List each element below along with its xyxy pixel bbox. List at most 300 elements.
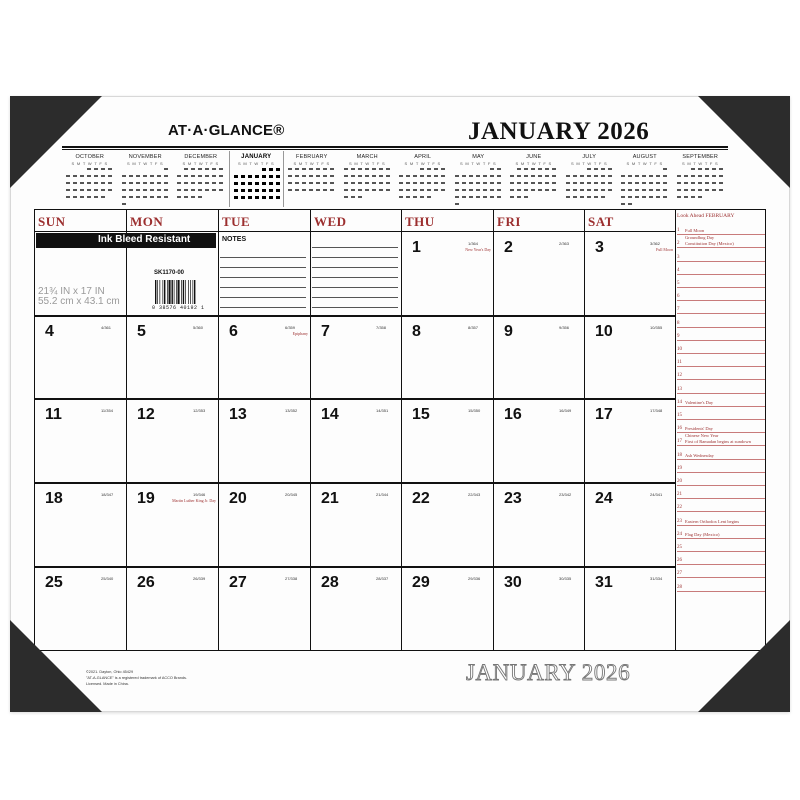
mini-calendar-day bbox=[262, 189, 266, 192]
mini-calendar-day bbox=[87, 189, 91, 191]
mini-calendar-day bbox=[656, 196, 660, 198]
mini-calendar-day bbox=[621, 189, 625, 191]
mini-calendar-day bbox=[379, 168, 383, 170]
mini-calendar-day bbox=[476, 189, 480, 191]
notes-line bbox=[220, 307, 306, 308]
mini-calendar-day bbox=[351, 189, 355, 191]
mini-calendar-day bbox=[406, 175, 410, 177]
lookahead-row bbox=[677, 235, 765, 248]
lookahead-row bbox=[677, 314, 765, 327]
mini-calendar-day bbox=[427, 196, 431, 198]
mini-calendar-week bbox=[398, 189, 448, 196]
lookahead-row bbox=[677, 222, 765, 235]
mini-calendar-day bbox=[531, 182, 535, 184]
mini-calendar-day bbox=[108, 175, 112, 177]
mini-calendar-day bbox=[365, 175, 369, 177]
mini-calendar-day bbox=[608, 175, 612, 177]
mini-calendar-day bbox=[587, 175, 591, 177]
mini-calendar-name: APRIL bbox=[414, 154, 432, 160]
mini-calendar-week bbox=[233, 189, 281, 196]
lookahead-row bbox=[677, 473, 765, 486]
barcode-bar bbox=[157, 280, 158, 304]
mini-calendar-week bbox=[343, 168, 393, 175]
date-number: 29 bbox=[412, 574, 430, 591]
mini-calendar-day bbox=[184, 182, 188, 184]
weekday-header-mon: MON bbox=[130, 214, 164, 229]
grid-header-divider bbox=[34, 231, 675, 232]
day-count: 15/350 bbox=[468, 408, 481, 413]
mini-calendar-day bbox=[323, 189, 327, 191]
mini-calendar-day bbox=[566, 189, 570, 191]
grid-column-divider bbox=[310, 209, 311, 651]
mini-calendar-day bbox=[635, 196, 639, 198]
mini-calendar-day bbox=[344, 168, 348, 170]
grid-row-divider bbox=[34, 482, 675, 484]
mini-calendar-day bbox=[594, 189, 598, 191]
mini-calendar-day bbox=[330, 189, 334, 191]
mini-calendar-week bbox=[676, 189, 726, 196]
mini-calendar-day bbox=[413, 189, 417, 191]
mini-calendar-day bbox=[136, 196, 140, 198]
mini-calendar-day bbox=[386, 168, 390, 170]
mini-calendar-day bbox=[241, 175, 245, 178]
barcode-bar bbox=[188, 280, 189, 304]
mini-calendar-day bbox=[490, 175, 494, 177]
lookahead-date: 27 bbox=[677, 571, 682, 577]
day-count: 19/346 bbox=[193, 492, 206, 497]
mini-calendar-day bbox=[621, 182, 625, 184]
mini-calendar-day bbox=[677, 182, 681, 184]
mini-calendar-day bbox=[269, 182, 273, 185]
day-count: 21/344 bbox=[376, 492, 389, 497]
mini-calendar-day bbox=[241, 196, 245, 199]
date-number: 20 bbox=[229, 490, 247, 507]
mini-calendar-week bbox=[509, 196, 559, 203]
mini-calendar-july bbox=[562, 151, 618, 207]
mini-calendar-day bbox=[248, 182, 252, 185]
mini-calendar-day bbox=[191, 175, 195, 177]
mini-calendar-february bbox=[284, 151, 340, 207]
lookahead-row bbox=[677, 288, 765, 301]
mini-calendar-day bbox=[628, 196, 632, 198]
mini-calendar-day bbox=[219, 168, 223, 170]
day-count: 25/340 bbox=[101, 576, 114, 581]
mini-calendar-day bbox=[219, 182, 223, 184]
mini-calendar-day bbox=[649, 182, 653, 184]
mini-calendar-day bbox=[205, 189, 209, 191]
date-number: 27 bbox=[229, 574, 247, 591]
mini-calendar-day bbox=[302, 182, 306, 184]
mini-calendar-day bbox=[379, 189, 383, 191]
mini-calendar-day bbox=[420, 168, 424, 170]
mini-calendar-day bbox=[122, 189, 126, 191]
mini-calendar-day bbox=[80, 196, 84, 198]
mini-calendar-week bbox=[233, 182, 281, 189]
mini-calendar-day bbox=[150, 189, 154, 191]
legal-line-1: ©2021. Dayton, Ohio 45429 bbox=[86, 670, 134, 674]
mini-calendar-day bbox=[510, 182, 514, 184]
mini-calendar-day bbox=[205, 168, 209, 170]
notes-line bbox=[312, 257, 398, 258]
mini-calendar-day bbox=[587, 168, 591, 170]
mini-calendar-day bbox=[295, 168, 299, 170]
mini-calendar-day bbox=[497, 168, 501, 170]
day-count: 13/352 bbox=[285, 408, 298, 413]
mini-calendar-day bbox=[164, 189, 168, 191]
mini-calendar-day bbox=[483, 196, 487, 198]
mini-calendar-day bbox=[143, 175, 147, 177]
date-number: 26 bbox=[137, 574, 155, 591]
mini-calendar-day bbox=[524, 196, 528, 198]
date-number: 21 bbox=[321, 490, 339, 507]
mini-calendar-week bbox=[398, 175, 448, 182]
mini-calendar-day bbox=[143, 189, 147, 191]
mini-calendar-day bbox=[212, 168, 216, 170]
mini-calendar-day bbox=[198, 168, 202, 170]
mini-calendar-day bbox=[184, 196, 188, 198]
lookahead-date: 1 bbox=[677, 228, 680, 234]
grid-column-divider bbox=[126, 209, 127, 651]
date-number: 9 bbox=[504, 323, 513, 340]
notes-line bbox=[312, 307, 398, 308]
lookahead-date: 22 bbox=[677, 505, 682, 511]
mini-calendar-day bbox=[524, 168, 528, 170]
grid-column-divider bbox=[401, 209, 402, 651]
mini-calendar-day bbox=[372, 182, 376, 184]
mini-calendar-day bbox=[642, 189, 646, 191]
mini-calendar-day bbox=[656, 182, 660, 184]
mini-calendar-day bbox=[469, 182, 473, 184]
mini-calendar-day bbox=[365, 182, 369, 184]
mini-calendar-january bbox=[229, 151, 285, 207]
lookahead-row bbox=[677, 578, 765, 591]
mini-calendar-day bbox=[684, 182, 688, 184]
mini-calendar-day bbox=[497, 182, 501, 184]
mini-calendar-day bbox=[552, 182, 556, 184]
mini-calendar-day bbox=[344, 196, 348, 198]
barcode-bar bbox=[176, 280, 177, 304]
mini-calendar-april bbox=[395, 151, 451, 207]
mini-calendar-name: JULY bbox=[582, 154, 597, 160]
mini-calendar-day bbox=[177, 182, 181, 184]
mini-calendar-day bbox=[608, 189, 612, 191]
barcode-bar bbox=[181, 280, 182, 304]
barcode-bar bbox=[167, 280, 168, 304]
mini-calendar-day bbox=[628, 203, 632, 205]
mini-calendar-day bbox=[517, 182, 521, 184]
mini-calendar-day bbox=[691, 168, 695, 170]
lookahead-date: 19 bbox=[677, 465, 682, 471]
mini-calendar-day bbox=[545, 168, 549, 170]
mini-calendar-day bbox=[427, 168, 431, 170]
mini-calendar-week bbox=[287, 175, 337, 182]
mini-calendar-day bbox=[427, 182, 431, 184]
mini-calendar-week bbox=[454, 189, 504, 196]
lookahead-date: 6 bbox=[677, 294, 680, 300]
day-count: 28/337 bbox=[376, 576, 389, 581]
notes-line bbox=[312, 297, 398, 298]
mini-calendar-december bbox=[173, 151, 229, 207]
mini-calendar-day bbox=[413, 175, 417, 177]
mini-calendar-day bbox=[552, 168, 556, 170]
mini-calendar-day bbox=[663, 175, 667, 177]
mini-calendar-day bbox=[462, 189, 466, 191]
mini-calendar-day bbox=[372, 168, 376, 170]
mini-calendar-day bbox=[269, 189, 273, 192]
mini-calendar-day bbox=[351, 175, 355, 177]
mini-calendar-day bbox=[129, 189, 133, 191]
mini-calendar-day bbox=[656, 189, 660, 191]
mini-calendar-day bbox=[234, 189, 238, 192]
holiday-label: Martin Luther King Jr. Day bbox=[172, 498, 216, 503]
mini-calendar-day bbox=[677, 175, 681, 177]
mini-calendar-week bbox=[398, 168, 448, 175]
mini-calendar-day bbox=[413, 182, 417, 184]
mini-calendar-day bbox=[719, 189, 723, 191]
mini-calendar-day bbox=[531, 175, 535, 177]
mini-calendar-day bbox=[108, 182, 112, 184]
mini-calendar-week bbox=[454, 168, 504, 175]
mini-calendar-weekdays: S M T W T F S bbox=[404, 161, 442, 166]
mini-calendar-day bbox=[476, 175, 480, 177]
barcode-bar bbox=[178, 280, 180, 304]
mini-calendar-day bbox=[212, 189, 216, 191]
mini-calendar-day bbox=[573, 175, 577, 177]
mini-calendar-day bbox=[212, 182, 216, 184]
mini-calendar-day bbox=[288, 168, 292, 170]
notes-line bbox=[220, 257, 306, 258]
lookahead-date: 23 bbox=[677, 518, 682, 524]
mini-calendar-day bbox=[234, 196, 238, 199]
lookahead-date: 12 bbox=[677, 373, 682, 379]
mini-calendar-day bbox=[66, 189, 70, 191]
mini-calendar-day bbox=[177, 175, 181, 177]
mini-calendar-day bbox=[420, 189, 424, 191]
lookahead-row bbox=[677, 248, 765, 261]
mini-calendar-day bbox=[241, 189, 245, 192]
lookahead-date: 7 bbox=[677, 307, 680, 313]
mini-calendar-week bbox=[620, 196, 670, 203]
mini-calendar-day bbox=[73, 196, 77, 198]
mini-calendar-week bbox=[565, 189, 615, 196]
mini-calendar-day bbox=[94, 196, 98, 198]
lookahead-date: 9 bbox=[677, 333, 680, 339]
mini-calendar-day bbox=[330, 175, 334, 177]
lookahead-row bbox=[677, 486, 765, 499]
mini-calendar-june bbox=[506, 151, 562, 207]
mini-calendar-day bbox=[420, 196, 424, 198]
mini-calendar-day bbox=[255, 175, 259, 178]
mini-calendar-days bbox=[454, 168, 504, 210]
mini-calendar-day bbox=[552, 189, 556, 191]
mini-calendar-day bbox=[262, 196, 266, 199]
lookahead-date: 3 bbox=[677, 254, 680, 260]
lookahead-row bbox=[677, 301, 765, 314]
mini-calendar-day bbox=[323, 175, 327, 177]
mini-calendar-day bbox=[497, 189, 501, 191]
lookahead-date: 24 bbox=[677, 531, 682, 537]
mini-calendar-day bbox=[469, 189, 473, 191]
weekday-header-thu: THU bbox=[405, 214, 435, 229]
notes-label: NOTES bbox=[222, 236, 247, 243]
mini-calendar-day bbox=[262, 168, 266, 171]
mini-calendar-days bbox=[343, 168, 393, 203]
mini-calendar-day bbox=[441, 175, 445, 177]
date-number: 5 bbox=[137, 323, 146, 340]
mini-calendar-day bbox=[517, 175, 521, 177]
mini-calendar-day bbox=[316, 189, 320, 191]
barcode-bar bbox=[169, 280, 171, 304]
weekday-header-wed: WED bbox=[314, 214, 347, 229]
barcode-bar bbox=[174, 280, 175, 304]
mini-calendar-day bbox=[517, 168, 521, 170]
mini-calendar-day bbox=[316, 182, 320, 184]
weekday-header-tue: TUE bbox=[222, 214, 251, 229]
mini-calendar-day bbox=[573, 182, 577, 184]
mini-calendar-day bbox=[427, 189, 431, 191]
mini-calendar-day bbox=[566, 175, 570, 177]
mini-calendar-day bbox=[302, 189, 306, 191]
lookahead-row bbox=[677, 262, 765, 275]
mini-calendar-march bbox=[340, 151, 396, 207]
mini-calendar-day bbox=[663, 168, 667, 170]
mini-calendar-day bbox=[490, 189, 494, 191]
mini-calendar-name: JANUARY bbox=[241, 154, 272, 160]
mini-calendar-day bbox=[684, 189, 688, 191]
lookahead-row bbox=[677, 420, 765, 433]
mini-calendar-day bbox=[136, 189, 140, 191]
mini-calendar-day bbox=[164, 175, 168, 177]
lookahead-date: 18 bbox=[677, 452, 682, 458]
mini-calendar-day bbox=[538, 168, 542, 170]
day-count: 11/354 bbox=[101, 408, 113, 413]
day-count: 4/361 bbox=[101, 325, 112, 330]
mini-calendar-week bbox=[565, 175, 615, 182]
product-size-inches: 21¾ IN x 17 IN bbox=[38, 286, 105, 297]
day-count: 20/345 bbox=[285, 492, 298, 497]
page-title: JANUARY 2026 bbox=[468, 118, 650, 145]
mini-calendar-day bbox=[309, 189, 313, 191]
mini-calendar-day bbox=[122, 203, 126, 205]
mini-calendar-day bbox=[386, 182, 390, 184]
mini-calendar-day bbox=[344, 189, 348, 191]
mini-calendar-day bbox=[255, 189, 259, 192]
mini-calendar-week bbox=[65, 196, 115, 203]
mini-calendar-day bbox=[608, 182, 612, 184]
mini-calendar-day bbox=[580, 196, 584, 198]
lookahead-row bbox=[677, 499, 765, 512]
mini-calendar-day bbox=[309, 175, 313, 177]
date-number: 15 bbox=[412, 406, 430, 423]
mini-calendar-day bbox=[191, 168, 195, 170]
lookahead-row bbox=[677, 380, 765, 393]
mini-calendar-day bbox=[323, 182, 327, 184]
mini-calendar-day bbox=[601, 175, 605, 177]
leather-corner-bottom-left bbox=[10, 620, 102, 712]
lookahead-heading: Look Ahead FEBRUARY bbox=[677, 213, 735, 219]
weekday-header-sun: SUN bbox=[38, 214, 66, 229]
notes-line bbox=[312, 287, 398, 288]
lookahead-row bbox=[677, 341, 765, 354]
mini-calendar-weekdays: S M T W T F S bbox=[348, 161, 386, 166]
mini-calendar-day bbox=[150, 175, 154, 177]
mini-calendar-day bbox=[698, 196, 702, 198]
mini-calendar-day bbox=[269, 175, 273, 178]
day-count: 26/339 bbox=[193, 576, 206, 581]
brand-logo: AT·A·GLANCE® bbox=[168, 122, 285, 139]
mini-calendar-day bbox=[191, 189, 195, 191]
mini-calendar-day bbox=[545, 189, 549, 191]
mini-calendar-days bbox=[176, 168, 226, 203]
mini-calendar-day bbox=[649, 189, 653, 191]
mini-calendar-day bbox=[684, 175, 688, 177]
lookahead-row bbox=[677, 446, 765, 459]
ink-bleed-badge: Ink Bleed Resistant bbox=[36, 233, 216, 248]
holiday-label: New Year's Day bbox=[465, 247, 491, 252]
mini-calendar-day bbox=[129, 182, 133, 184]
holiday-label: Epiphany bbox=[292, 331, 308, 336]
mini-calendar-day bbox=[358, 182, 362, 184]
header-rule-thin bbox=[62, 149, 728, 150]
mini-calendar-day bbox=[524, 189, 528, 191]
mini-calendar-days bbox=[398, 168, 448, 203]
lookahead-date: 4 bbox=[677, 267, 680, 273]
mini-calendar-day bbox=[406, 196, 410, 198]
mini-calendar-day bbox=[344, 175, 348, 177]
mini-calendar-day bbox=[628, 189, 632, 191]
mini-calendar-week bbox=[565, 168, 615, 175]
mini-calendar-day bbox=[635, 182, 639, 184]
mini-calendar-day bbox=[455, 196, 459, 198]
mini-calendar-day bbox=[594, 175, 598, 177]
mini-calendar-day bbox=[663, 196, 667, 198]
day-count: 5/360 bbox=[193, 325, 204, 330]
mini-calendar-day bbox=[635, 189, 639, 191]
mini-calendar-day bbox=[621, 203, 625, 205]
notes-line bbox=[220, 287, 306, 288]
mini-calendar-day bbox=[601, 182, 605, 184]
mini-calendar-day bbox=[490, 168, 494, 170]
mini-calendar-day bbox=[288, 182, 292, 184]
barcode-number: 0 38576 40192 1 bbox=[152, 305, 205, 311]
mini-calendar-day bbox=[691, 196, 695, 198]
day-count: 24/341 bbox=[650, 492, 663, 497]
mini-calendar-day bbox=[205, 175, 209, 177]
mini-calendar-day bbox=[379, 182, 383, 184]
lookahead-row bbox=[677, 367, 765, 380]
mini-calendar-day bbox=[80, 189, 84, 191]
mini-calendar-day bbox=[601, 189, 605, 191]
mini-calendar-day bbox=[295, 182, 299, 184]
mini-calendar-day bbox=[276, 196, 280, 199]
mini-calendar-day bbox=[122, 175, 126, 177]
date-number: 14 bbox=[321, 406, 339, 423]
mini-calendar-day bbox=[573, 189, 577, 191]
footer-title: JANUARY 2026 bbox=[466, 660, 631, 685]
mini-calendar-day bbox=[276, 189, 280, 192]
lookahead-date: 11 bbox=[677, 360, 682, 366]
mini-calendar-day bbox=[510, 175, 514, 177]
mini-calendar-name: JUNE bbox=[526, 154, 542, 160]
mini-calendar-day bbox=[441, 168, 445, 170]
mini-calendar-day bbox=[656, 175, 660, 177]
mini-calendar-day bbox=[420, 175, 424, 177]
date-number: 1 bbox=[412, 239, 421, 256]
barcode-bar bbox=[163, 280, 164, 304]
mini-calendar-day bbox=[164, 182, 168, 184]
mini-calendar-day bbox=[455, 189, 459, 191]
mini-calendar-week bbox=[176, 182, 226, 189]
